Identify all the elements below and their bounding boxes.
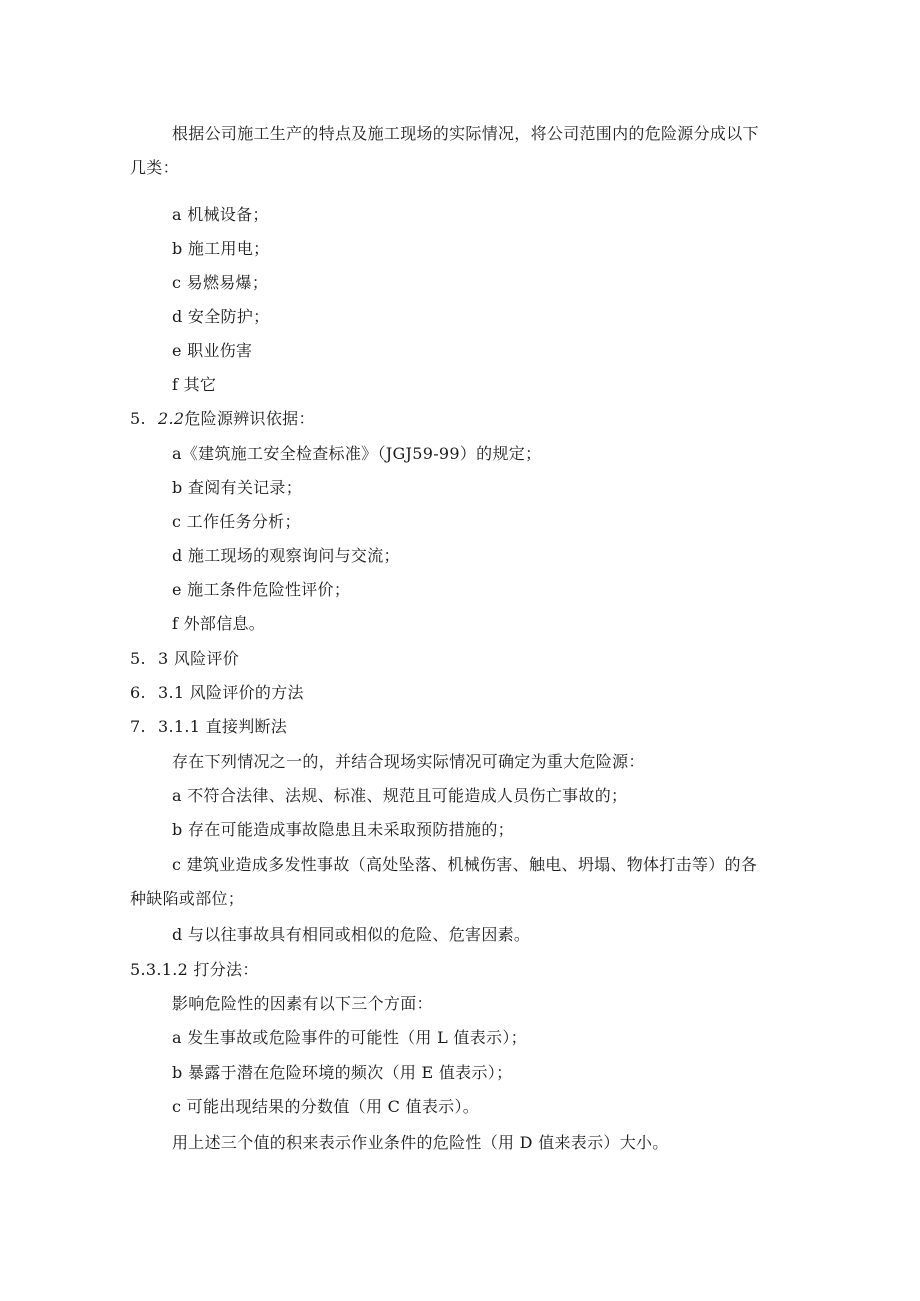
section-number: 5. bbox=[130, 409, 146, 428]
category-item: d 安全防护； bbox=[172, 307, 270, 326]
section-number: 7. bbox=[130, 717, 146, 736]
section-heading-7-3-1-1 bbox=[130, 717, 287, 737]
direct-item-b: b 存在可能造成事故隐患且未采取预防措施的； bbox=[172, 820, 514, 839]
section-subnumber: 2.2 bbox=[158, 409, 185, 428]
category-item: c 易燃易爆； bbox=[172, 273, 269, 292]
intro-line-1: 根据公司施工生产的特点及施工现场的实际情况，将公司范围内的危险源分成以下 bbox=[172, 124, 759, 143]
basis-item: c 工作任务分析； bbox=[172, 512, 301, 531]
scoring-summary: 用上述三个值的积来表示作业条件的危险性（用 D 值来表示）大小。 bbox=[172, 1133, 669, 1152]
category-item: f 其它 bbox=[172, 375, 217, 394]
scoring-intro: 影响危险性的因素有以下三个方面： bbox=[172, 994, 433, 1013]
category-item: e 职业伤害 bbox=[172, 341, 253, 360]
direct-intro: 存在下列情况之一的，并结合现场实际情况可确定为重大危险源： bbox=[172, 752, 645, 771]
section-heading-6-3-1 bbox=[130, 683, 304, 703]
category-item: b 施工用电； bbox=[172, 239, 270, 258]
section-heading-5-3 bbox=[130, 649, 239, 669]
section-heading-5-3-1-2: 5.3.1.2 打分法： bbox=[130, 960, 259, 979]
section-heading-5-2-2 bbox=[130, 409, 315, 429]
section-number: 6. bbox=[130, 683, 146, 702]
scoring-item-c: c 可能出现结果的分数值（用 C 值表示）。 bbox=[172, 1097, 480, 1116]
category-item: a 机械设备； bbox=[172, 205, 269, 224]
section-title: 3.1 风险评价的方法 bbox=[158, 683, 304, 702]
section-title: 3 风险评价 bbox=[158, 649, 240, 668]
direct-item-c-line-1: c 建筑业造成多发性事故（高处坠落、机械伤害、触电、坍塌、物体打击等）的各 bbox=[172, 855, 758, 874]
scoring-item-a: a 发生事故或危险事件的可能性（用 L 值表示）； bbox=[172, 1028, 527, 1047]
basis-item: b 查阅有关记录； bbox=[172, 478, 303, 497]
basis-item: e 施工条件危险性评价； bbox=[172, 580, 351, 599]
direct-item-d: d 与以往事故具有相同或相似的危险、危害因素。 bbox=[172, 925, 531, 944]
section-title: 危险源辨识依据： bbox=[184, 409, 315, 428]
direct-item-c-line-2: 种缺陷或部位； bbox=[130, 889, 245, 908]
scoring-item-b: b 暴露于潜在危险环境的频次（用 E 值表示）； bbox=[172, 1063, 513, 1082]
section-title: 3.1.1 直接判断法 bbox=[158, 717, 288, 736]
basis-item: d 施工现场的观察询问与交流； bbox=[172, 546, 400, 565]
intro-line-2: 几类： bbox=[130, 158, 179, 177]
basis-item: a《建筑施工安全检查标准》（JGJ59-99）的规定； bbox=[172, 444, 542, 463]
section-number: 5. bbox=[130, 649, 146, 668]
basis-item: f 外部信息。 bbox=[172, 614, 266, 633]
direct-item-a: a 不符合法律、法规、标准、规范且可能造成人员伤亡事故的； bbox=[172, 786, 628, 805]
